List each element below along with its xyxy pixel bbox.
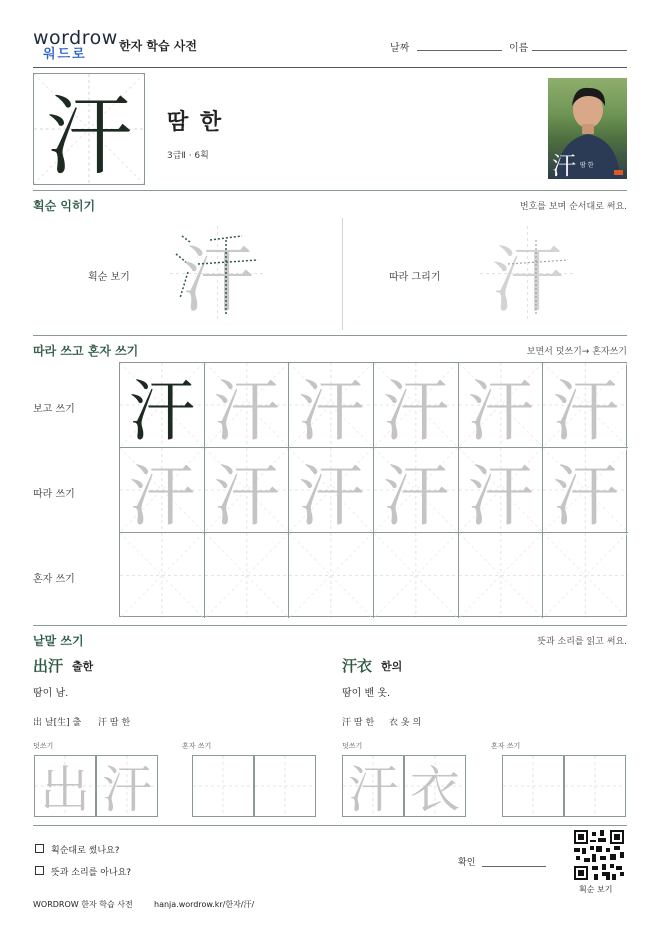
practice-cell-r2-c5[interactable] [459,448,544,533]
name-field[interactable] [532,50,627,51]
stroke-trace-box[interactable] [480,226,575,321]
word-2-hanja: 汗衣 [342,657,373,675]
cell-guide-lines [374,533,458,618]
word-1-solo-box-2[interactable] [254,755,316,817]
practice-cell-r3-c1[interactable] [120,533,205,618]
stroke-section-separator [342,218,343,330]
cell-guide-lines [205,533,289,618]
footer-url[interactable]: hanja.wordrow.kr/한자/汗/ [154,900,255,909]
practice-cell-r1-c5[interactable] [459,363,544,448]
word-box-guide [255,756,315,816]
practice-cell-r1-c1[interactable] [120,363,205,448]
practice-cell-r1-c6[interactable] [543,363,628,448]
practice-section-title: 따라 쓰고 혼자 쓰기 [33,344,139,358]
practice-char: 汗 [298,372,365,450]
check-meaning-label: 뜻과 소리를 아나요? [51,868,132,878]
cell-guide-lines [289,533,373,618]
word-2-part-1-gloss: 땀 한 [353,718,375,728]
grade-strokes: 3급Ⅱ · 6획 [167,151,209,161]
divider-3 [33,625,627,626]
stroke-section-note: 번호를 보며 순서대로 써요. [519,202,627,212]
practice-char: 汗 [382,372,449,450]
practice-grid [119,362,627,617]
confirm-field[interactable] [482,866,546,867]
practice-cell-r3-c2[interactable] [205,533,290,618]
word-1-part-1 [33,715,81,728]
word-2-part-2-char: 衣 [389,718,399,728]
practice-char: 汗 [128,372,195,450]
practice-char: 汗 [382,457,449,535]
word-1-part-1-gloss: 날[生] 출 [44,718,82,728]
word-1-part-2-gloss: 땀 한 [109,718,131,728]
thumbnail[interactable] [548,78,627,179]
word-2-trace-char-1: 汗 [348,761,398,819]
cell-guide-lines [543,533,628,618]
word-1-trace-label: 덧쓰기 [33,742,54,750]
practice-cell-r2-c4[interactable] [374,448,459,533]
practice-cell-r3-c6[interactable] [543,533,628,618]
word-box-guide [565,756,625,816]
qr-label: 획순 보기 [579,885,613,894]
trace-order-arrows [480,226,575,321]
word-1-trace-char-2: 汗 [102,761,152,819]
word-1-hanja: 出汗 [33,657,64,675]
word-1-reading: 출한 [72,660,94,673]
practice-char: 汗 [552,457,619,535]
stroke-view-char: 汗 [181,237,254,322]
word-1-part-1-char: 出 [33,718,43,728]
qr-code-icon [574,830,624,880]
word-2-trace-label: 덧쓰기 [342,742,363,750]
word-2-part-1-char: 汗 [342,718,352,728]
word-1-trace-box-2[interactable] [96,755,158,817]
row-label-solo: 혼자 쓰기 [33,574,75,585]
stroke-trace-char: 汗 [491,237,564,322]
word-box-guide [503,756,563,816]
word-2-reading: 한의 [381,660,403,673]
practice-char: 汗 [128,457,195,535]
cell-guide-lines [459,533,543,618]
word-2-solo-box-1[interactable] [502,755,564,817]
divider-4 [33,825,627,826]
word-1-trace-box-1[interactable] [34,755,96,817]
word-2-trace-box-2[interactable] [404,755,466,817]
check-stroke-order-label: 획순대로 썼나요? [51,846,120,856]
check-stroke-order-checkbox[interactable] [35,844,44,853]
divider-2 [33,335,627,336]
practice-cell-r3-c4[interactable] [374,533,459,618]
stroke-view-label: 획순 보기 [88,272,130,283]
thumbnail-badge [614,170,623,175]
word-2-solo-box-2[interactable] [564,755,626,817]
stroke-view-box [170,226,265,321]
word-2-trace-char-2: 衣 [410,761,460,819]
practice-cell-r1-c3[interactable] [289,363,374,448]
row-label-see: 보고 쓰기 [33,404,75,415]
word-1-part-2 [98,715,130,728]
logo-text-ko: 워드로 [43,47,87,62]
divider-1 [33,190,627,191]
practice-cell-r2-c3[interactable] [289,448,374,533]
stroke-trace-label: 따라 그리기 [389,272,441,283]
practice-char: 汗 [552,372,619,450]
main-char-box [33,73,145,185]
words-section-note: 뜻과 소리를 읽고 써요. [537,637,627,647]
practice-char: 汗 [467,372,534,450]
word-2-trace-box-1[interactable] [342,755,404,817]
word-1-solo-label: 혼자 쓰기 [182,742,212,750]
practice-char: 汗 [213,372,280,450]
thumbnail-char: 汗 [552,152,576,179]
date-field[interactable] [417,50,502,51]
word-box-guide [193,756,253,816]
practice-cell-r1-c4[interactable] [374,363,459,448]
thumbnail-caption: 땀 한 [580,162,594,169]
practice-cell-r3-c5[interactable] [459,533,544,618]
word-1-solo-box-1[interactable] [192,755,254,817]
footer-brand: WORDROW 한자 학습 사전 [33,900,133,909]
date-label: 날짜 [390,43,410,54]
practice-char: 汗 [213,457,280,535]
word-1-meaning: 땀이 남. [33,688,69,699]
practice-cell-r2-c6[interactable] [543,448,628,533]
main-char: 汗 [46,87,132,187]
check-meaning-checkbox[interactable] [35,866,44,875]
logo-text-en: wordrow [33,27,118,49]
practice-cell-r3-c3[interactable] [289,533,374,618]
row-label-trace: 따라 쓰기 [33,489,75,500]
stroke-section-title: 획순 익히기 [33,199,96,213]
word-1-part-2-char: 汗 [98,718,108,728]
qr-code[interactable] [574,830,624,880]
word-2-part-1 [342,715,374,728]
word-2-part-2 [389,715,421,728]
stroke-order-arrows [170,226,265,321]
name-label: 이름 [509,43,529,54]
word-1-trace-char-1: 出 [40,761,90,819]
cell-guide-lines [120,533,204,618]
words-section-title: 낱말 쓰기 [33,634,84,648]
word-2-solo-label: 혼자 쓰기 [491,742,521,750]
meaning-sound: 땀 한 [167,110,224,135]
confirm-label: 확인 [458,858,476,868]
practice-section-note: 보면서 덧쓰기→ 혼자쓰기 [526,347,627,357]
practice-cell-r2-c2[interactable] [205,448,290,533]
word-2-part-2-gloss: 옷 의 [400,718,422,728]
practice-cell-r1-c2[interactable] [205,363,290,448]
practice-cell-r2-c1[interactable] [120,448,205,533]
logo [33,27,118,62]
practice-char: 汗 [467,457,534,535]
word-2-meaning: 땀이 밴 옷. [342,688,391,699]
practice-char: 汗 [298,457,365,535]
header-title: 한자 학습 사전 [119,39,197,53]
